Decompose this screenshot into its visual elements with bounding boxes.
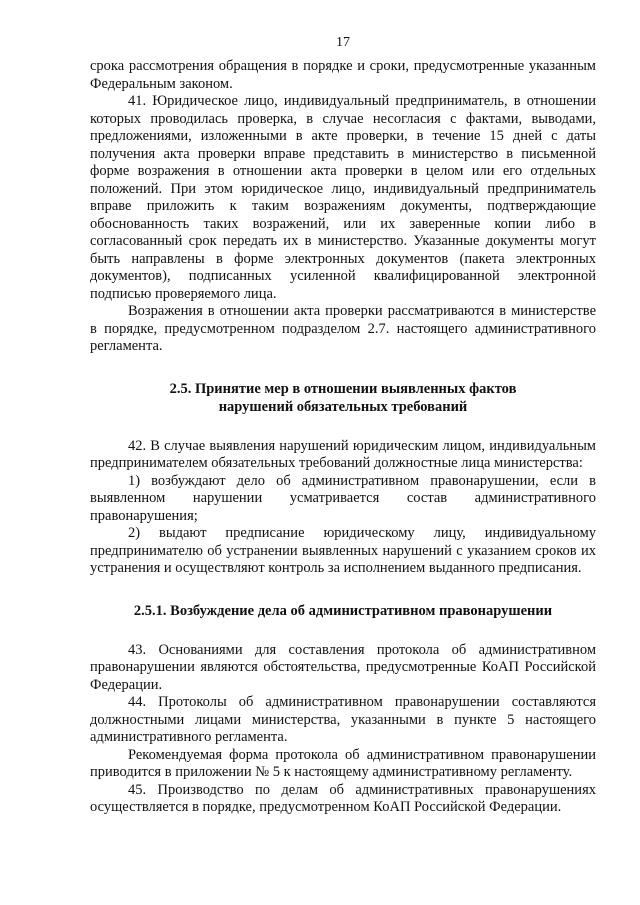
section-heading-2-5-line1: 2.5. Принятие мер в отношении выявленных фактов [169, 380, 517, 397]
section-heading-2-5-line2: нарушений обязательных требований [218, 398, 468, 415]
document-page [90, 34, 596, 817]
paragraph-44: 44. Протоколы об административном правонарушении составляются должностными лицами министерства, указанными в пункте 5 настоящего административного регламента. [90, 694, 596, 745]
paragraph-42-item-2: 2) выдают предписание юридическому лицу, индивидуальному предпринимателю об устранении выявленных нарушений с указанием сроков их устранения и осуществляют контроль за исполнением выданного предписания. [90, 525, 596, 576]
paragraph-42-item-1: 1) возбуждают дело об административном правонарушении, если в выявленном нарушении усматривается состав административного правонарушения; [90, 472, 596, 524]
section-heading-2-5 [90, 380, 596, 416]
section-heading-2-5-1: 2.5.1. Возбуждение дела об административном правонарушении [133, 602, 553, 619]
paragraph-43: 43. Основаниями для составления протокола об административном правонарушении являются обстоятельства, предусмотренные КоАП Российской Федерации. [90, 641, 596, 693]
page-number: 17 [336, 35, 350, 50]
paragraph-42: 42. В случае выявления нарушений юридическим лицом, индивидуальным предпринимателем обязательных требований должностные лица министерства: [90, 437, 596, 471]
paragraph-recommended-form: Рекомендуемая форма протокола об административном правонарушении приводится в приложении № 5 к настоящему административному регламенту. [90, 746, 596, 780]
paragraph-45: 45. Производство по делам об административных правонарушениях осуществляется в порядке, предусмотренном КоАП Российской Федерации. [90, 781, 596, 815]
paragraph-continuation: срока рассмотрения обращения в порядке и сроки, предусмотренные указанным Федеральным законом. [90, 58, 596, 92]
paragraph-41: 41. Юридическое лицо, индивидуальный предприниматель, в отношении которых проводилась проверка, в случае несогласия с фактами, выводами, предложениями, изложенными в акте проверки, в течение 15 дней с даты получения акта проверки вправе представить в министерство в письменной форме возражения в отношении акта проверки в целом или его отдельных положений. При этом юридическое лицо, индивидуальный предприниматель вправе приложить к таким возражениям документы, подтверждающие обоснованность таких возражений, или их заверенные копии либо в согласованный срок передать их в министерство. Указанные документы могут быть направлены в форме электронных документов (пакета электронных документов), подписанных усиленной квалифицированной электронной подписью проверяемого лица. [90, 93, 596, 302]
paragraph-objections: Возражения в отношении акта проверки рассматриваются в министерстве в порядке, предусмотренном подразделом 2.7. настоящего административного регламента. [90, 303, 596, 354]
